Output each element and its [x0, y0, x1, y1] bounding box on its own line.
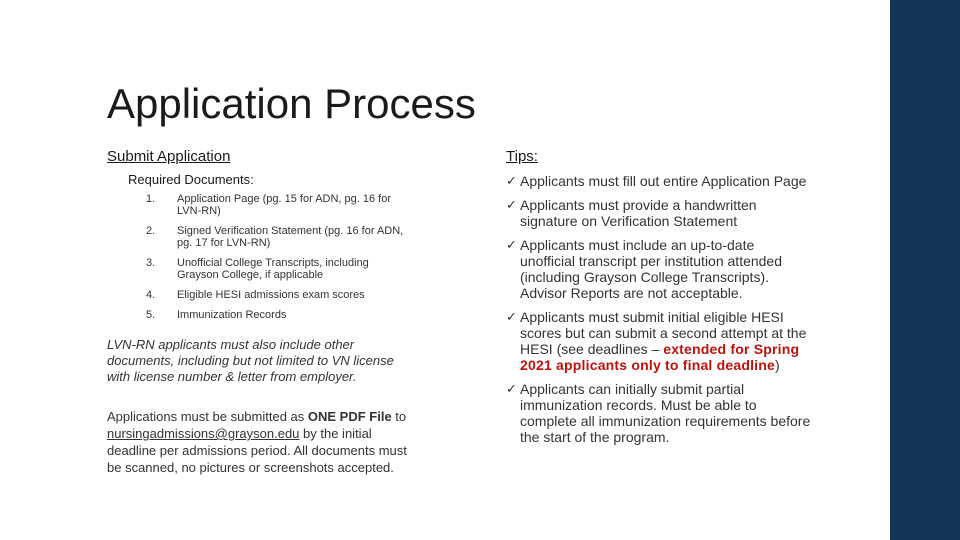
- submit-text-post: by the initial deadline per admissions period. All documents must be scanned, no pictures or screenshots accepted.: [107, 426, 407, 475]
- list-text: Application Page (pg. 15 for ADN, pg. 16 for LVN-RN): [177, 193, 392, 217]
- list-text: Signed Verification Statement (pg. 16 for ADN, pg. 17 for LVN-RN): [177, 225, 404, 249]
- right-sidebar-band: [890, 0, 960, 540]
- page-title: Application Process: [107, 80, 476, 127]
- tip-text: Applicants can initially submit partial immunization records. Must be able to complete all immunization requirements before the start of the program.: [520, 381, 811, 445]
- tip-text: [520, 309, 806, 373]
- list-item: [506, 237, 811, 301]
- checkmark-icon: ✓: [506, 197, 517, 212]
- tips-list: [506, 173, 811, 453]
- list-text: Unofficial College Transcripts, including Grayson College, if applicable: [177, 257, 369, 281]
- list-item: [506, 309, 811, 373]
- submit-text-to: to: [391, 409, 407, 424]
- tip-text-pre: Applicants must submit initial eligible HESI scores but can submit a second attempt at the HESI (see deadlines –: [520, 309, 807, 357]
- submit-application-heading: Submit Application: [107, 148, 231, 165]
- checkmark-icon: ✓: [506, 381, 517, 396]
- list-item: [146, 193, 406, 217]
- list-item: [506, 197, 811, 229]
- list-number: 1.: [146, 193, 156, 205]
- tips-heading: Tips:: [506, 148, 538, 165]
- list-item: [506, 381, 811, 445]
- checkmark-icon: ✓: [506, 309, 517, 324]
- list-item: [146, 225, 406, 249]
- submit-format-bold: ONE PDF File: [307, 409, 392, 424]
- submit-text-pre: Applications must be submitted as: [107, 409, 308, 424]
- tip-text: Applicants must provide a handwritten signature on Verification Statement: [520, 197, 757, 229]
- required-documents-label: Required Documents:: [128, 172, 254, 187]
- email-link[interactable]: nursingadmissions@grayson.edu: [107, 426, 300, 441]
- list-number: 3.: [146, 257, 156, 269]
- list-text: Eligible HESI admissions exam scores: [177, 289, 365, 301]
- list-item: [146, 289, 406, 301]
- list-number: 4.: [146, 289, 156, 301]
- list-text: Immunization Records: [177, 309, 287, 321]
- deadline-highlight: extended for Spring 2021 applicants only to final deadline: [520, 341, 800, 373]
- required-documents-list: [146, 193, 406, 329]
- tip-text: Applicants must fill out entire Application Page: [520, 173, 807, 189]
- checkmark-icon: ✓: [506, 173, 517, 188]
- list-number: 5.: [146, 309, 156, 321]
- lvn-rn-note: LVN-RN applicants must also include other documents, including but not limited to VN license with license number & letter from employer.: [107, 337, 394, 384]
- checkmark-icon: ✓: [506, 237, 517, 252]
- tip-text: Applicants must include an up-to-date unofficial transcript per institution attended (including Grayson College Transcripts). Advisor Reports are not acceptable.: [520, 237, 783, 301]
- list-item: [146, 309, 406, 321]
- list-item: [146, 257, 406, 281]
- list-number: 2.: [146, 225, 156, 237]
- list-item: [506, 173, 811, 189]
- submission-instructions: [107, 408, 407, 476]
- tip-text-post: ): [775, 357, 780, 373]
